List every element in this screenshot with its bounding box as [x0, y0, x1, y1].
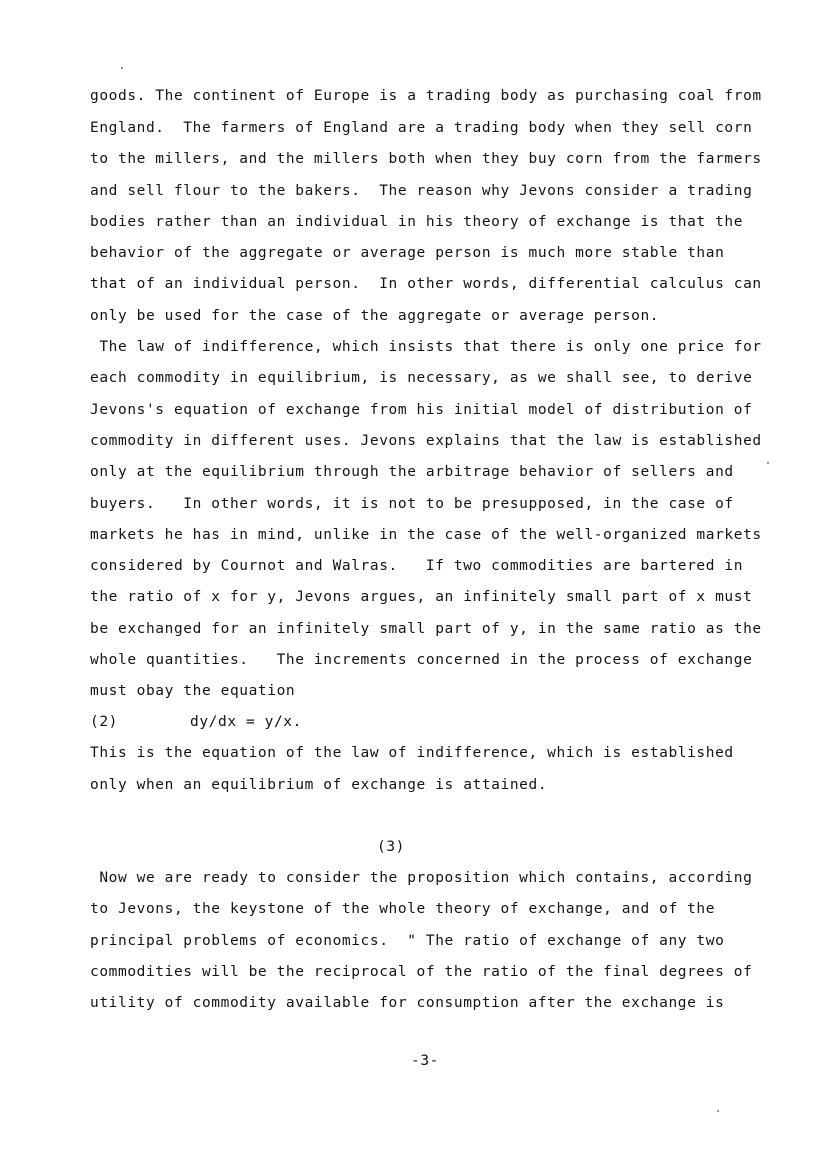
text-line: whole quantities. The increments concerned in the process of exchange: [90, 652, 753, 668]
text-line: goods. The continent of Europe is a trading body as purchasing coal from: [90, 88, 762, 104]
text-line: considered by Cournot and Walras. If two commodities are bartered in: [90, 558, 744, 574]
text-line: The law of indifference, which insists that there is only one price for: [90, 339, 762, 355]
equation-number: (2): [90, 714, 118, 730]
text-line: commodity in different uses. Jevons explains that the law is established: [90, 433, 762, 449]
text-line: commodities will be the reciprocal of the ratio of the final degrees of: [90, 964, 753, 980]
text-line: be exchanged for an infinitely small part of y, in the same ratio as the: [90, 621, 762, 637]
text-line: bodies rather than an individual in his theory of exchange is that the: [90, 214, 744, 230]
text-line: utility of commodity available for consumption after the exchange is: [90, 995, 725, 1011]
text-line: behavior of the aggregate or average person is much more stable than: [90, 245, 725, 261]
scan-speck: [121, 67, 123, 69]
text-line: and sell flour to the bakers. The reason why Jevons consider a trading: [90, 183, 753, 199]
scan-speck: [767, 462, 769, 464]
text-line: This is the equation of the law of indifference, which is established: [90, 745, 734, 761]
text-line: only when an equilibrium of exchange is attained.: [90, 777, 548, 793]
text-line: Jevons's equation of exchange from his initial model of distribution of: [90, 402, 753, 418]
text-line: must obay the equation: [90, 683, 296, 699]
text-line: buyers. In other words, it is not to be presupposed, in the case of: [90, 496, 734, 512]
text-line: principal problems of economics. " The ratio of exchange of any two: [90, 933, 725, 949]
text-line: markets he has in mind, unlike in the case of the well-organized markets: [90, 527, 762, 543]
scan-speck: [717, 1110, 719, 1112]
text-line: the ratio of x for y, Jevons argues, an infinitely small part of x must: [90, 589, 753, 605]
text-line: each commodity in equilibrium, is necessary, as we shall see, to derive: [90, 370, 753, 386]
text-line: to Jevons, the keystone of the whole theory of exchange, and of the: [90, 901, 716, 917]
page-number: -3-: [411, 1053, 439, 1069]
section-heading: (3): [377, 839, 405, 855]
text-line: that of an individual person. In other words, differential calculus can: [90, 276, 762, 292]
text-line: England. The farmers of England are a trading body when they sell corn: [90, 120, 753, 136]
text-line: Now we are ready to consider the proposition which contains, according: [90, 870, 753, 886]
equation-body: dy/dx = y/x.: [190, 714, 302, 730]
text-line: only at the equilibrium through the arbitrage behavior of sellers and: [90, 464, 734, 480]
text-line: to the millers, and the millers both when they buy corn from the farmers: [90, 151, 762, 167]
text-line: only be used for the case of the aggregate or average person.: [90, 308, 660, 324]
